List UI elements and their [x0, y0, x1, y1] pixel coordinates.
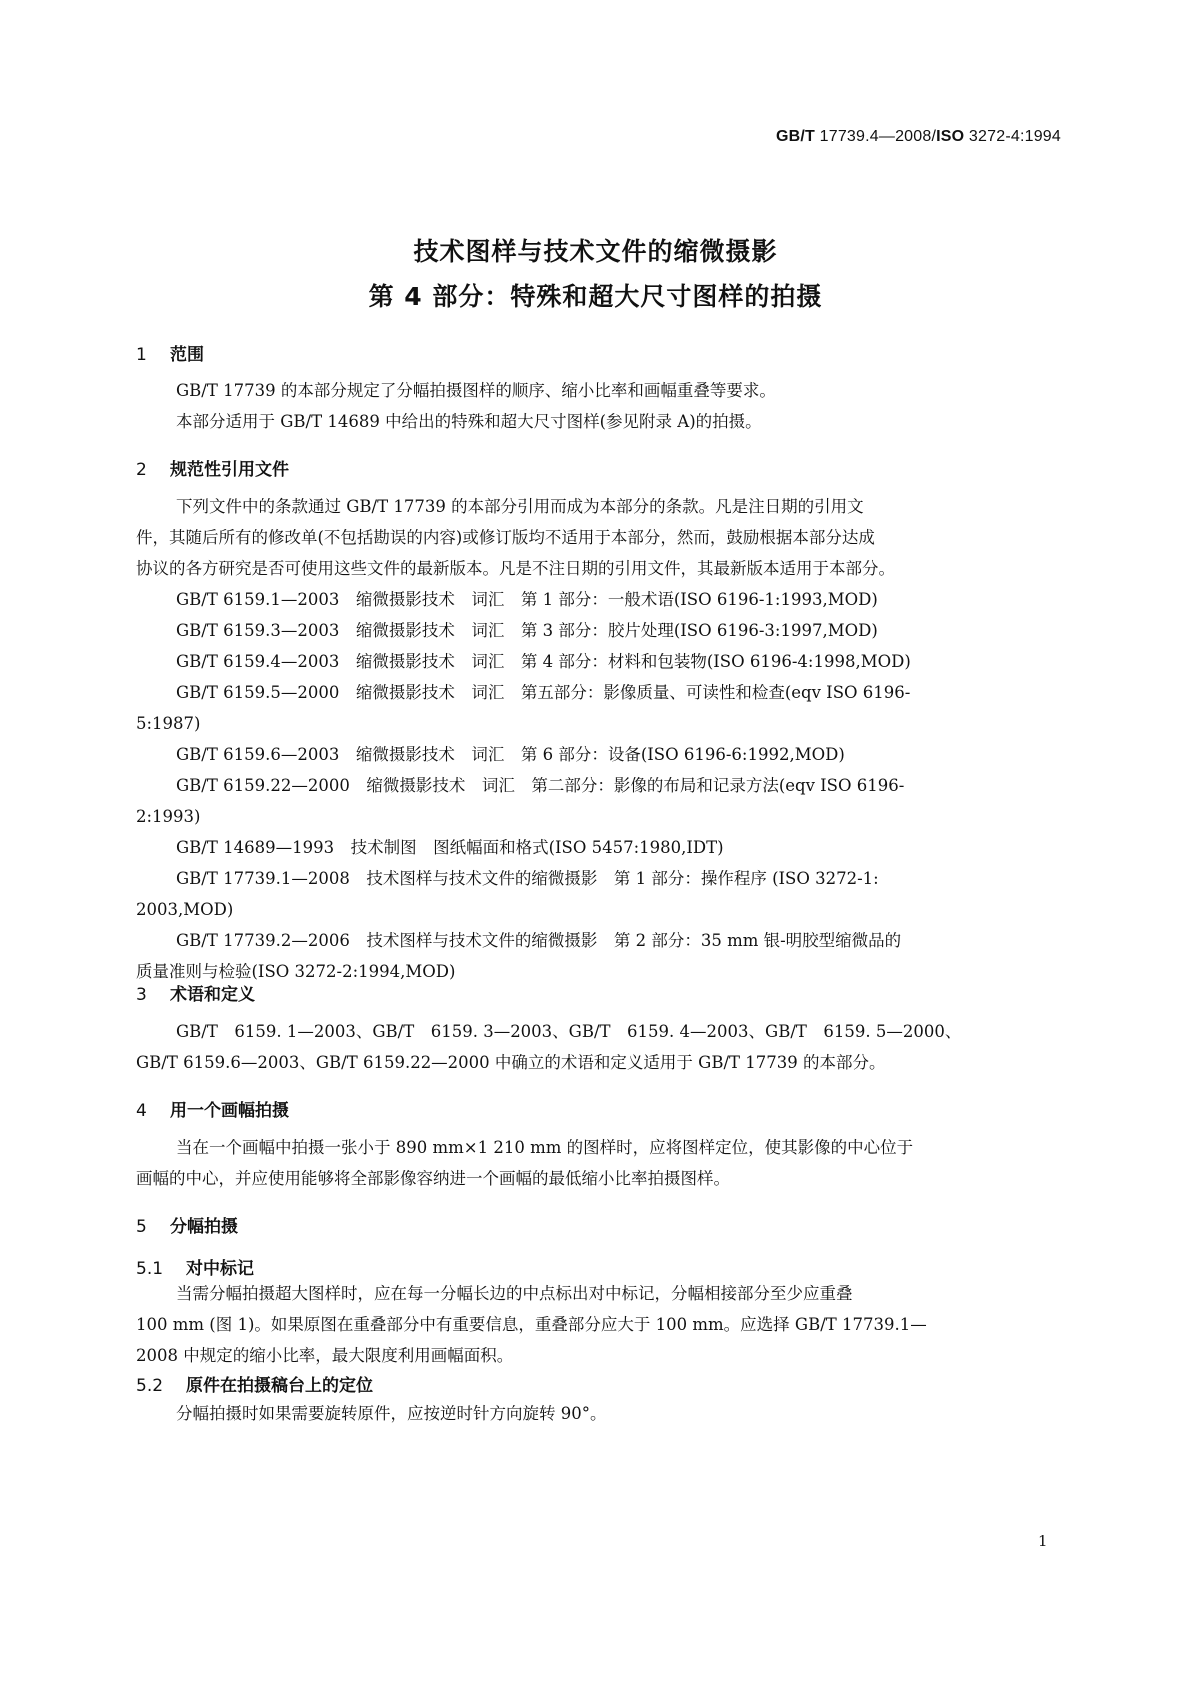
reference-item-cont: 5:1987)	[136, 714, 201, 733]
reference-item: GB/T 6159.3—2003 缩微摄影技术 词汇 第 3 部分：胶片处理(ISO 6196-3:1997,MOD)	[176, 621, 878, 640]
reference-item-cont: 质量准则与检验(ISO 3272-2:1994,MOD)	[136, 962, 456, 981]
document-title-line2: 第 4 部分：特殊和超大尺寸图样的拍摄	[368, 282, 823, 311]
reference-item: GB/T 6159.4—2003 缩微摄影技术 词汇 第 4 部分：材料和包装物(ISO 6196-4:1998,MOD)	[176, 652, 911, 671]
section-4-heading: 4 用一个画幅拍摄	[136, 1101, 289, 1121]
reference-item: GB/T 6159.6—2003 缩微摄影技术 词汇 第 6 部分：设备(ISO 6196-6:1992,MOD)	[176, 745, 845, 764]
reference-item: GB/T 6159.5—2000 缩微摄影技术 词汇 第五部分：影像质量、可读性和检查(eqv ISO 6196-	[176, 683, 911, 702]
section-5-1-heading: 5.1 对中标记	[136, 1259, 254, 1279]
document-title-line1: 技术图样与技术文件的缩微摄影	[413, 237, 778, 266]
section-4-body: 当在一个画幅中拍摄一张小于 890 mm×1 210 mm 的图样时，应将图样定位，使其影像的中心位于 画幅的中心，并应使用能够将全部影像容纳进一个画幅的最低缩小比率拍摄图样。	[136, 1138, 914, 1188]
page-number: 1	[1038, 1532, 1048, 1550]
section-1-body: GB/T 17739 的本部分规定了分幅拍摄图样的顺序、缩小比率和画幅重叠等要求。 本部分适用于 GB/T 14689 中给出的特殊和超大尺寸图样(参见附录 A)的拍摄。	[176, 381, 776, 431]
section-5-2-heading: 5.2 原件在拍摄稿台上的定位	[136, 1376, 373, 1396]
section-1-heading: 1 范围	[136, 345, 204, 365]
section-2-body: 下列文件中的条款通过 GB/T 17739 的本部分引用而成为本部分的条款。凡是注日期的引用文 件，其随后所有的修改单(不包括勘误的内容)或修订版均不适用于本部分，然而，鼓励根据本部分达成 协议的各方研究是否可使用这些文件的最新版本。凡是不注日期的引用文件，其最新版本适用于本部分。 GB/T 6159.1—2003 缩微摄影技术 词汇 第 1 部分：一般术语(ISO 6196-1:1993,MOD) GB/T 6159.3—2003 缩微摄影技术 词汇 第 3 部分：胶片处理(ISO 6196-3:1997,MOD) GB/T 6159.4—2003 缩微摄影技术 词汇 第 4 部分：材料和包装物(ISO 6196-4:1998,MOD) GB/T 6159.5—2000 缩微摄影技术 词汇 第五部分：影像质量、可读性和检查(eqv ISO 6196- 5:1987) GB/T 6159.6—2003 缩微摄影技术 词汇 第 6 部分：设备(ISO 6196-6:1992,MOD) GB/T 6159.22—2000 缩微摄影技术 词汇 第二部分：影像的布局和记录方法(eqv ISO 6196- 2:1993) GB/T 14689—1993 技术制图 图纸幅面和格式(ISO 5457:1980,IDT) GB/T 17739.1—2008 技术图样与技术文件的缩微摄影 第 1 部分：操作程序 (ISO 3272-1: 2003,MOD) GB/T 17739.2—2006 技术图样与技术文件的缩微摄影 第 2 部分：35 mm 银-明胶型缩微品的 质量准则与检验(ISO 3272-2:1994,MOD)	[136, 491, 1055, 987]
reference-item-cont: 2:1993)	[136, 807, 201, 826]
standard-code-header: GB/T 17739.4—2008/ISO 3272-4:1994	[775, 128, 1061, 145]
reference-item: GB/T 14689—1993 技术制图 图纸幅面和格式(ISO 5457:1980,IDT)	[176, 838, 724, 857]
section-5-heading: 5 分幅拍摄	[136, 1217, 238, 1237]
reference-item: GB/T 6159.22—2000 缩微摄影技术 词汇 第二部分：影像的布局和记录方法(eqv ISO 6196-	[176, 776, 905, 795]
section-3-body: GB/T 6159. 1—2003、GB/T 6159. 3—2003、GB/T 6159. 4—2003、GB/T 6159. 5—2000、 GB/T 6159.6—2003、GB/T 6159.22—2000 中确立的术语和定义适用于 GB/T 17739 的本部分。	[136, 1022, 962, 1072]
section-3-heading: 3 术语和定义	[136, 985, 255, 1005]
section-5-2-body: 分幅拍摄时如果需要旋转原件，应按逆时针方向旋转 90°。	[176, 1404, 607, 1423]
section-2-heading: 2 规范性引用文件	[136, 460, 289, 480]
reference-item: GB/T 6159.1—2003 缩微摄影技术 词汇 第 1 部分：一般术语(ISO 6196-1:1993,MOD)	[176, 590, 878, 609]
reference-item: GB/T 17739.1—2008 技术图样与技术文件的缩微摄影 第 1 部分：操作程序 (ISO 3272-1:	[176, 869, 879, 888]
reference-item-cont: 2003,MOD)	[136, 900, 234, 919]
reference-item: GB/T 17739.2—2006 技术图样与技术文件的缩微摄影 第 2 部分：35 mm 银-明胶型缩微品的	[176, 931, 902, 950]
section-5-1-body: 当需分幅拍摄超大图样时，应在每一分幅长边的中点标出对中标记，分幅相接部分至少应重叠 100 mm (图 1)。如果原图在重叠部分中有重要信息，重叠部分应大于 100 mm。应选择 GB/T 17739.1— 2008 中规定的缩小比率，最大限度利用画幅面积。	[136, 1284, 927, 1365]
